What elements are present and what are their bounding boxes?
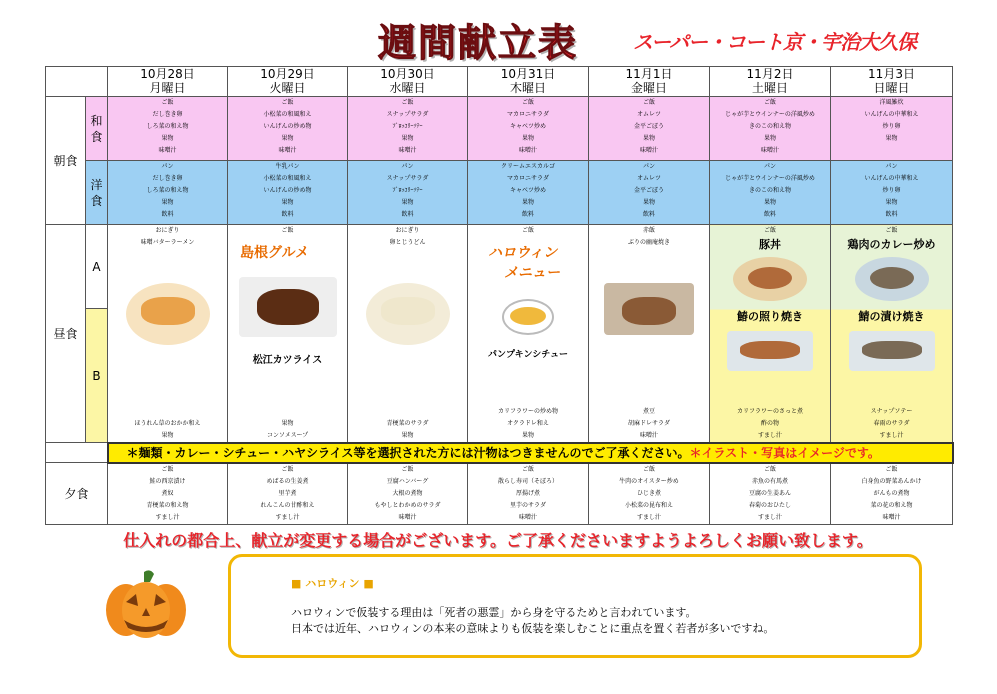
menu-item: 味噌汁 (882, 513, 901, 521)
menu-item: じゃが芋とウインナーの洋風炒め (725, 111, 815, 118)
menu-item: 飲料 (763, 211, 776, 218)
date: 11月2日 (746, 67, 794, 81)
food-image (604, 283, 694, 335)
menu-item: 豆腐ハンバーグ (386, 477, 429, 485)
menu-item: すまし汁 (879, 431, 904, 439)
page-title: 週間献立表 (378, 21, 579, 65)
breakfast-wa-cell (108, 97, 228, 161)
pumpkin-icon (104, 568, 188, 640)
lunch-cell (348, 225, 468, 443)
menu-item: ご飯 (642, 99, 655, 106)
menu-item: 飲料 (281, 211, 294, 218)
dinner-cell (468, 463, 589, 525)
menu-item: 酢の物 (760, 419, 779, 427)
menu-item: 卵とじうどん (389, 239, 426, 246)
menu-item: 金平ごぼう (633, 123, 664, 130)
menu-item: 厚揚げ煮 (515, 489, 540, 497)
menu-item: 胡麻ドレサラダ (628, 419, 670, 427)
store-name: スーパー・コート京・宇治大久保 (633, 30, 916, 54)
menu-item: 味噌汁 (278, 147, 297, 154)
lunch-cell (468, 225, 589, 443)
notice-text: ＊麺類・カレー・シチュー・ハヤシライス等を選択された方には汁物はつきませんのでご了承ください。 (126, 445, 690, 460)
menu-item: 味噌汁 (518, 513, 537, 521)
day-header (108, 67, 228, 97)
menu-item: コンソメスープ (266, 431, 309, 439)
menu-item: 飲料 (642, 211, 655, 218)
menu-item: 果物 (281, 419, 294, 427)
menu-item: 牛肉のオイスター炒め (619, 477, 679, 485)
weekday: 金曜日 (630, 81, 667, 95)
menu-item: 金平ごぼう (633, 187, 664, 194)
halloween-tag: ハロウィン (488, 245, 558, 261)
breakfast-wa-cell (468, 97, 589, 161)
corner-cell (46, 67, 108, 97)
menu-item: クリームエスカルゴ (500, 163, 555, 170)
menu-item: ご飯 (281, 99, 294, 106)
breakfast-yo-cell (468, 161, 589, 225)
info-text (291, 605, 774, 637)
menu-item: 果物 (401, 199, 414, 206)
menu-item: だし巻き卵 (152, 175, 183, 182)
menu-item: 小松菜の和風和え (263, 175, 312, 182)
menu-item: ﾌﾞﾛｯｺﾘｰｿﾃｰ (392, 123, 423, 130)
menu-item: 小松菜の和風和え (263, 111, 312, 118)
dinner-cell (348, 463, 468, 525)
menu-item: 鮭の西京漬け (149, 477, 186, 485)
menu-item: ﾌﾞﾛｯｺﾘｰｿﾃｰ (392, 187, 423, 194)
day-header (710, 67, 831, 97)
menu-item: 赤飯 (642, 227, 655, 234)
menu-item: 春菊のおひたし (748, 501, 791, 509)
menu-item: 青梗菜のサラダ (386, 419, 429, 427)
menu-item: 飲料 (521, 211, 534, 218)
menu-item: ご飯 (763, 465, 776, 473)
menu-item: きのこの和え物 (748, 187, 791, 194)
wa-label: 和 食 (86, 97, 108, 161)
menu-item: じゃが芋とウインナーの洋風炒め (725, 175, 815, 182)
menu-item: 白身魚の野菜あんかけ (861, 477, 922, 485)
food-image (502, 299, 554, 335)
breakfast-wa-cell (348, 97, 468, 161)
menu-item: ご飯 (161, 99, 174, 106)
menu-item: 炒り卵 (882, 187, 901, 194)
food-image (239, 277, 337, 337)
menu-item: 散らし寿司（そぼろ） (497, 477, 558, 485)
menu-item: 豆腐の生姜あん (748, 489, 791, 497)
lunch-a-main: 鶏肉のカレー炒め (847, 238, 936, 251)
menu-item: パン (642, 163, 655, 170)
dish-caption: 松江カツライス (252, 355, 323, 366)
notice-bar (108, 443, 953, 463)
breakfast-label: 朝食 (46, 97, 86, 225)
menu-item: しろ菜の和え物 (146, 187, 189, 194)
menu-item: スナップサラダ (386, 111, 429, 118)
menu-item: 炒り卵 (882, 123, 901, 130)
food-image (727, 331, 813, 371)
food-image (733, 257, 807, 301)
menu-item: 果物 (521, 135, 534, 142)
menu-item: 赤魚の有馬煮 (751, 477, 788, 485)
menu-item: スナップソテー (870, 407, 913, 415)
menu-item: 果物 (401, 135, 414, 142)
menu-item: 味噌汁 (518, 147, 537, 154)
menu-item: 大根の煮物 (392, 489, 423, 497)
menu-item: オクラドレ和え (507, 419, 549, 427)
menu-item: ご飯 (401, 465, 414, 473)
weekday: 火曜日 (269, 81, 306, 95)
menu-item: 果物 (521, 199, 534, 206)
weekday: 木曜日 (509, 81, 546, 95)
menu-item (831, 145, 952, 157)
dinner-label: 夕食 (46, 463, 108, 525)
weekday: 月曜日 (149, 81, 186, 95)
menu-item: スナップサラダ (386, 175, 429, 182)
dinner-cell (589, 463, 710, 525)
day-header (831, 67, 953, 97)
menu-item: 果物 (521, 431, 534, 439)
halloween-info-box (228, 554, 922, 658)
lunch-cell (710, 225, 831, 443)
lunch-a-label: A (86, 225, 108, 309)
shimane-tag: 島根グルメ (240, 245, 310, 261)
food-image (855, 257, 929, 301)
menu-item: 果物 (161, 135, 174, 142)
menu-item: めばるの生姜煮 (266, 477, 309, 485)
menu-item: 煮豆 (642, 407, 655, 415)
menu-item: いんげんの炒め物 (263, 187, 312, 194)
menu-item: 果物 (885, 135, 898, 142)
dish-caption: パンプキンシチュー (487, 350, 569, 360)
menu-item: 里芋煮 (278, 489, 297, 497)
weekday: 日曜日 (873, 81, 910, 95)
breakfast-yo-cell (831, 161, 953, 225)
menu-item: しろ菜の和え物 (146, 123, 189, 130)
menu-item: 味噌汁 (760, 147, 779, 154)
menu-item: カリフラワーの炒め物 (497, 407, 558, 415)
date: 11月3日 (868, 67, 915, 81)
menu-item: カリフラワーのさっと煮 (736, 407, 803, 415)
day-header (589, 67, 710, 97)
food-image (126, 283, 210, 345)
breakfast-yo-cell (108, 161, 228, 225)
menu-item: キャベツ炒め (509, 123, 546, 130)
menu-item: すまし汁 (636, 513, 661, 521)
lunch-a-main: 豚丼 (759, 238, 781, 251)
menu-item: おにぎり (395, 227, 420, 234)
menu-item: ご飯 (281, 465, 294, 473)
menu-item: 洋風雑炊 (879, 99, 904, 106)
menu-item: 果物 (763, 135, 776, 142)
menu-item: 果物 (401, 431, 414, 439)
menu-item: 果物 (763, 199, 776, 206)
menu-item: いんげんの中華和え (864, 175, 919, 182)
lunch-label: 昼食 (46, 225, 86, 443)
menu-item: すまし汁 (155, 513, 180, 521)
menu-item: ひじき煮 (636, 489, 661, 497)
lunch-cell (831, 225, 953, 443)
menu-item: ぶりの幽庵焼き (627, 239, 670, 246)
menu-item: 果物 (642, 135, 655, 142)
food-image (366, 283, 450, 345)
menu-item: ご飯 (885, 465, 898, 473)
date: 10月30日 (380, 67, 435, 81)
menu-item: 果物 (642, 199, 655, 206)
dinner-cell (710, 463, 831, 525)
breakfast-yo-cell (348, 161, 468, 225)
menu-item: 小松菜の昆布和え (624, 501, 673, 509)
menu-item: ご飯 (521, 465, 534, 473)
info-title: ■ ハロウィン ■ (291, 577, 374, 590)
date: 11月1日 (625, 67, 673, 81)
info-line: ハロウィンで仮装する理由は「死者の悪霊」から身を守るためと言われています。 (291, 606, 697, 619)
dinner-cell (831, 463, 953, 525)
dinner-cell (228, 463, 348, 525)
menu-item: ご飯 (521, 227, 534, 234)
menu-item: ご飯 (521, 99, 534, 106)
menu-item: 飲料 (885, 211, 898, 218)
info-line: 日本では近年、ハロウィンの本来の意味よりも仮装を楽しむことに重点を置く若者が多いですね。 (291, 622, 775, 635)
dinner-cell (108, 463, 228, 525)
menu-item: きのこの和え物 (748, 123, 791, 130)
menu-item: 味噌汁 (158, 147, 177, 154)
change-notice: 仕入れの都合上、献立が変更する場合がございます。ご了承くださいますようよろしくお願い致します。 (123, 531, 873, 550)
day-header (348, 67, 468, 97)
lunch-cell (228, 225, 348, 443)
menu-item: キャベツ炒め (509, 187, 546, 194)
notice-image-text: ＊イラスト・写真はイメージです。 (689, 445, 880, 460)
menu-item: 味噌汁 (639, 147, 658, 154)
date: 10月31日 (500, 67, 556, 81)
menu-item: すまし汁 (757, 513, 782, 521)
lunch-b-label: B (86, 309, 108, 443)
menu-item: パン (161, 163, 174, 170)
menu-item: 菜の花の和え物 (870, 501, 913, 509)
menu-item: ご飯 (763, 227, 776, 234)
menu-item: マカロニサラダ (507, 111, 549, 118)
menu-item: 煮奴 (161, 489, 174, 497)
menu-item: もやしとわかめのサラダ (374, 501, 441, 509)
menu-item: 味噌汁 (639, 431, 658, 439)
breakfast-wa-cell (589, 97, 710, 161)
menu-item: おにぎり (155, 227, 180, 234)
day-header (468, 67, 589, 97)
menu-item: ご飯 (161, 465, 174, 473)
menu-tag: メニュー (504, 265, 560, 281)
breakfast-yo-cell (228, 161, 348, 225)
lunch-cell (589, 225, 710, 443)
yo-label: 洋 食 (86, 161, 108, 225)
menu-item: 飲料 (161, 211, 174, 218)
menu-item: ご飯 (281, 227, 294, 234)
lunch-b-main: 鯖の漬け焼き (858, 310, 925, 323)
day-header (228, 67, 348, 97)
menu-item: 果物 (161, 199, 174, 206)
menu-item: ご飯 (763, 99, 776, 106)
menu-item: 味噌バターラーメン (140, 239, 195, 246)
menu-item: がんもの煮物 (873, 489, 910, 497)
breakfast-yo-cell (589, 161, 710, 225)
menu-item: パン (885, 163, 898, 170)
menu-item: れんこんの甘酢和え (260, 501, 315, 509)
menu-item: オムレツ (636, 175, 661, 182)
menu-item: 青梗菜の和え物 (146, 501, 189, 509)
menu-item: ご飯 (885, 227, 898, 234)
food-image (849, 331, 935, 371)
menu-item: 果物 (161, 431, 174, 439)
menu-item: いんげんの炒め物 (263, 123, 312, 130)
breakfast-wa-cell (710, 97, 831, 161)
menu-item: 味噌汁 (398, 147, 417, 154)
menu-item: ご飯 (401, 99, 414, 106)
menu-item: オムレツ (636, 111, 661, 118)
menu-item: 里芋のサラダ (510, 501, 546, 509)
lunch-b-main: 鰆の照り焼き (737, 310, 803, 323)
menu-item: 味噌汁 (398, 513, 417, 521)
menu-item: すまし汁 (275, 513, 300, 521)
date: 10月28日 (140, 67, 195, 81)
menu-item: パン (401, 163, 414, 170)
menu-item: すまし汁 (757, 431, 782, 439)
date: 10月29日 (260, 67, 315, 81)
lunch-cell (108, 225, 228, 443)
menu-item: 果物 (885, 199, 898, 206)
weekday: 土曜日 (751, 81, 788, 95)
menu-item: 春雨のサラダ (873, 419, 910, 427)
breakfast-wa-cell (831, 97, 953, 161)
menu-item: マカロニサラダ (507, 175, 549, 182)
notice-spacer (46, 443, 108, 463)
menu-item: いんげんの中華和え (864, 111, 919, 118)
breakfast-wa-cell (228, 97, 348, 161)
menu-item: 果物 (281, 135, 294, 142)
menu-item: 飲料 (401, 211, 414, 218)
menu-item: 牛乳パン (275, 163, 300, 170)
weekday: 水曜日 (389, 81, 426, 95)
menu-item: ほうれん草のおかか和え (134, 419, 201, 427)
menu-table (45, 66, 954, 525)
menu-item: パン (763, 163, 776, 170)
menu-item: ご飯 (642, 465, 655, 473)
breakfast-yo-cell (710, 161, 831, 225)
menu-item: 果物 (281, 199, 294, 206)
menu-item: だし巻き卵 (152, 111, 183, 118)
